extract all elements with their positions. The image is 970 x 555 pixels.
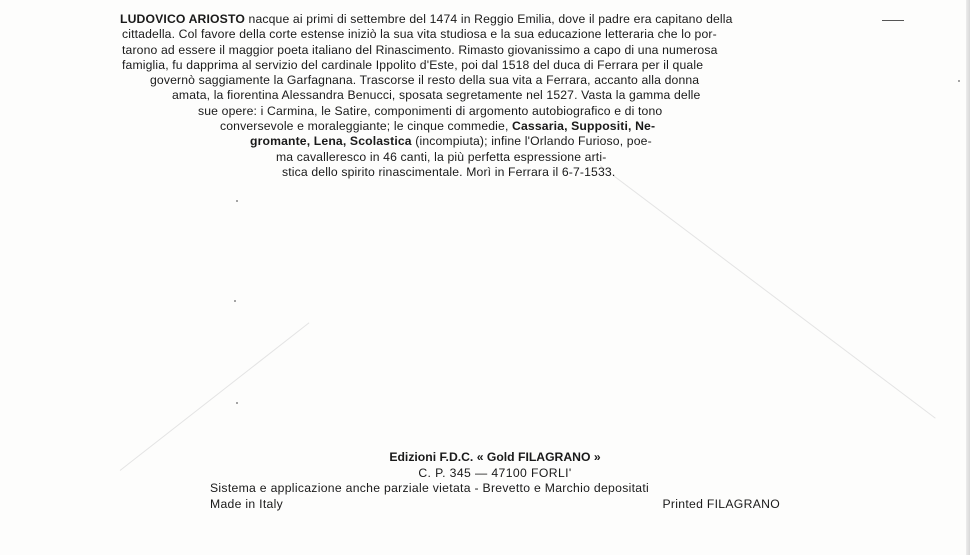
bio-line (110, 119, 870, 134)
bio-line-text: famiglia, fu dapprima al servizio del cardinale Ippolito d'Este, poi dal 1518 del duca di Ferrara per il quale (122, 57, 704, 72)
bio-line-text: conversevole e moraleggiante; le cinque commedie, (220, 119, 509, 134)
bio-line-text: stica dello spirito rinascimentale. Morì in Ferrara il 6-7-1533. (282, 164, 616, 179)
dash-mark (882, 20, 904, 21)
bio-line (110, 150, 870, 165)
bio-line (110, 88, 870, 103)
publisher-title: Edizioni F.D.C. « Gold FILAGRANO » (389, 450, 601, 464)
publisher-address: C. P. 345 — 47100 FORLI' (418, 465, 572, 480)
speck (234, 300, 236, 302)
bio-line-text: governò saggiamente la Garfagnana. Trascorse il resto della sua vita a Ferrara, accanto alla donna (150, 73, 700, 88)
envelope-edge (966, 0, 970, 555)
bio-line (110, 165, 870, 180)
speck (236, 402, 238, 404)
bio-line (110, 58, 870, 73)
bio-line (110, 43, 870, 58)
flap-fold-line (600, 165, 936, 419)
author-name: LUDOVICO ARIOSTO (120, 12, 245, 26)
bio-line (110, 104, 870, 119)
bio-line-text: nacque ai primi di settembre del 1474 in Reggio Emilia, dove il padre era capitano della (248, 12, 733, 26)
rights-notice: Sistema e applicazione anche parziale vietata - Brevetto e Marchio depositati (210, 481, 650, 495)
bio-line-text: (incompiuta); infine l'Orlando Furioso, poe- (415, 134, 652, 149)
speck (958, 80, 960, 82)
bold-works: Cassaria, Suppositi, Ne- (512, 119, 656, 134)
bio-line-text: sue opere: i Carmina, le Satire, componimenti di argomento autobiografico e di tono (198, 103, 663, 118)
biography-text (110, 12, 870, 180)
bio-line-text: cittadella. Col favore della corte estense iniziò la sua vita studiosa e la sua educazione letteraria che lo por- (122, 27, 717, 42)
bio-line-text: amata, la fiorentina Alessandra Benucci, sposata segretamente nel 1527. Vasta la gamma delle (172, 88, 701, 103)
bio-line (110, 134, 870, 149)
flap-fold-line (120, 322, 310, 471)
bold-works: gromante, Lena, Scolastica (250, 134, 412, 149)
printed-by-label: Printed FILAGRANO (662, 496, 780, 511)
publisher-block (210, 450, 780, 512)
bio-line-text: tarono ad essere il maggior poeta italiano del Rinascimento. Rimasto giovanissimo a capo di una numerosa (122, 42, 718, 57)
bio-line (110, 27, 870, 42)
speck (236, 200, 238, 202)
bio-line-text: ma cavalleresco in 46 canti, la più perfetta espressione arti- (276, 149, 607, 164)
bio-line (110, 73, 870, 88)
publisher-footer (210, 497, 780, 513)
made-in-label: Made in Italy (210, 496, 283, 511)
bio-line (110, 12, 870, 27)
